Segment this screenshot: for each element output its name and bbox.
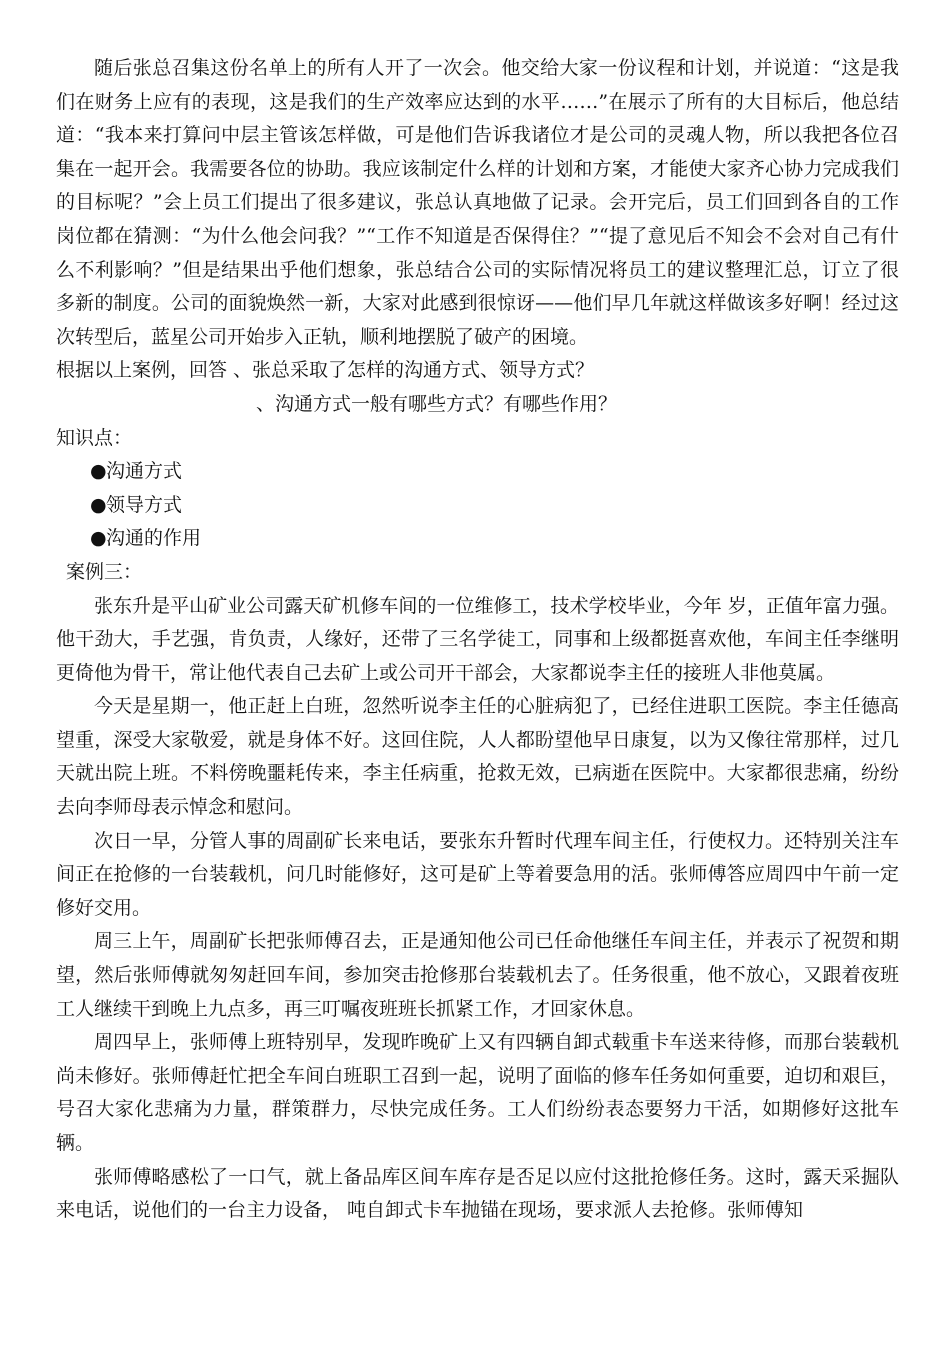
bullet-dot: ●	[90, 460, 107, 483]
paragraph-meeting: 随后张总召集这份名单上的所有人开了一次会。他交给大家一份议程和计划，并说道：“这是我们在财务上应有的表现，这是我们的生产效率应达到的水平……”在展示了所有的大目标后，他总结道：“我本来打算问中层主管该怎样做，可是他们告诉我诸位才是公司的灵魂人物，所以我把各位召集在一起开会。我需要各位的协助。我应该制定什么样的计划和方案，才能使大家齐心协力完成我们的目标呢？”会上员工们提出了很多建议，张总认真地做了记录。会开完后，员工们回到各自的工作岗位都在猜测：“为什么他会问我？”“工作不知道是否保得住？”“提了意见后不知会不会对自己有什么不利影响？”但是结果出乎他们想象，张总结合公司的实际情况将员工的建议整理汇总，订立了很多新的制度。公司的面貌焕然一新，大家对此感到很惊讶——他们早几年就这样做该多好啊！经过这次转型后，蓝星公司开始步入正轨，顺利地摆脱了破产的困境。	[56, 57, 899, 348]
knowledge-point	[56, 455, 899, 489]
knowledge-point	[56, 522, 899, 556]
knowledge-point	[56, 489, 899, 523]
knowledge-point-label: 沟通方式	[106, 460, 183, 483]
case-title: 案例三：	[66, 560, 143, 583]
bullet-dot: ●	[90, 493, 107, 516]
knowledge-point-label: 沟通的作用	[106, 527, 202, 550]
case-paragraph: 周四早上，张师傅上班特别早，发现昨晚矿上又有四辆自卸式载重卡车送来待修，而那台装载机尚未修好。张师傅赶忙把全车间白班职工召到一起，说明了面临的修车任务如何重要，迫切和艰巨，号召大家化悲痛为力量，群策群力，尽快完成任务。工人们纷纷表态要努力干活，如期修好这批车辆。	[56, 1031, 899, 1154]
case-paragraph: 张东升是平山矿业公司露天矿机修车间的一位维修工，技术学校毕业，今年 岁，正值年富力强。他干劲大，手艺强，肯负责，人缘好，还带了三名学徒工，同事和上级都挺喜欢他，车间主任李继明更倚他为骨干，常让他代表自己去矿上或公司开干部会，大家都说李主任的接班人非他莫属。	[56, 594, 899, 684]
case-paragraph: 次日一早，分管人事的周副矿长来电话，要张东升暂时代理车间主任，行使权力。还特别关注车间正在抢修的一台装载机，问几时能修好，这可是矿上等着要急用的活。张师傅答应周四中午前一定修好交用。	[56, 829, 899, 919]
case-paragraph: 张师傅略感松了一口气，就上备品库区间车库存是否足以应付这批抢修任务。这时，露天采掘队来电话，说他们的一台主力设备， 吨自卸式卡车抛锚在现场，要求派人去抢修。张师傅知	[56, 1165, 899, 1222]
document-page	[56, 52, 899, 1228]
case-paragraph: 周三上午，周副矿长把张师傅召去，正是通知他公司已任命他继任车间主任，并表示了祝贺和期望，然后张师傅就匆匆赶回车间，参加突击抢修那台装载机去了。任务很重，他不放心，又跟着夜班工人继续干到晚上九点多，再三叮嘱夜班班长抓紧工作，才回家休息。	[56, 930, 899, 1020]
question-line-2: 、沟通方式一般有哪些方式？有哪些作用？	[256, 392, 618, 415]
knowledge-point-label: 领导方式	[106, 493, 183, 516]
knowledge-title: 知识点：	[56, 426, 133, 449]
bullet-dot: ●	[90, 527, 107, 550]
case-paragraph: 今天是星期一，他正赶上白班，忽然听说李主任的心脏病犯了，已经住进职工医院。李主任德高望重，深受大家敬爱，就是身体不好。这回住院，人人都盼望他早日康复，以为又像往常那样，过几天就出院上班。不料傍晚噩耗传来，李主任病重，抢救无效，已病逝在医院中。大家都很悲痛，纷纷去向李师母表示悼念和慰问。	[56, 695, 899, 819]
question-line-1: 根据以上案例，回答 、张总采取了怎样的沟通方式、领导方式？	[56, 359, 595, 382]
